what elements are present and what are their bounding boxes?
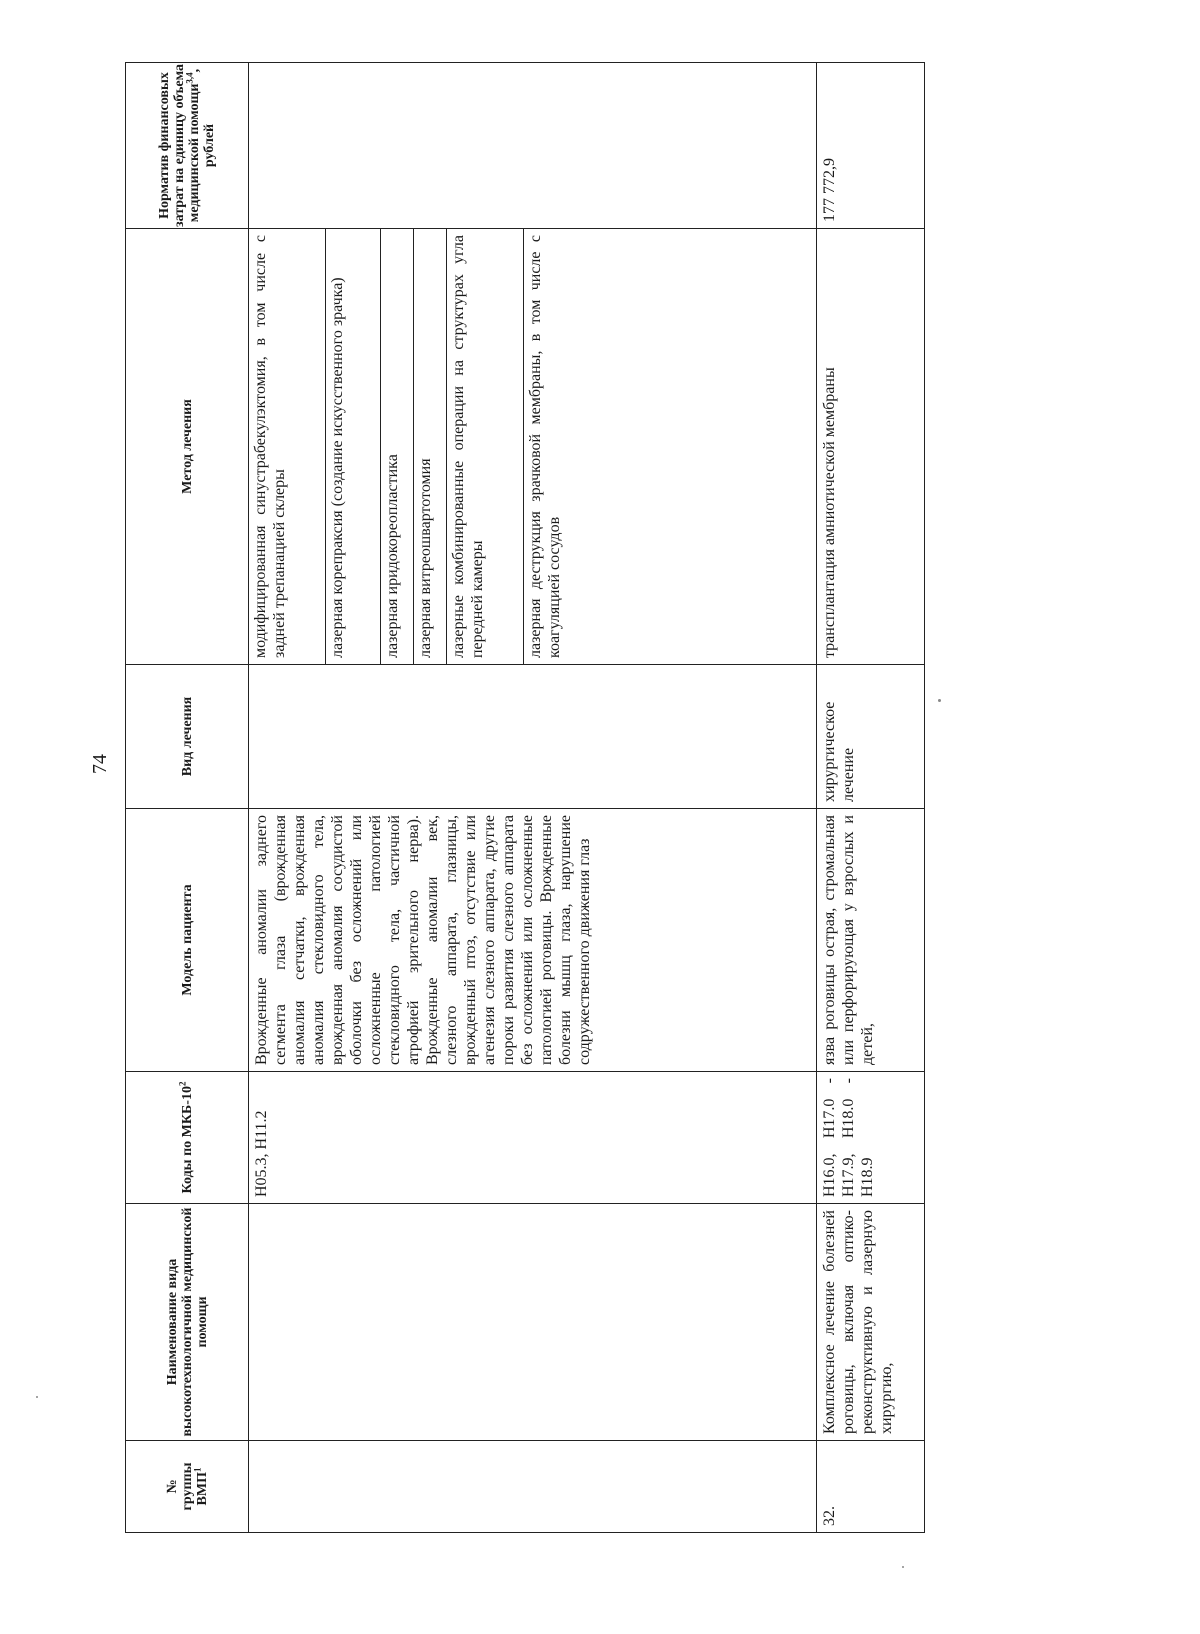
- header-norm: Норматив финансовых затрат на единицу объема медицинской помощи$^{3,4}$, рублей: [126, 63, 249, 229]
- cell-method: трансплантация амниотической мембраны: [817, 229, 925, 665]
- cell-name: Комплексное лечение болезней роговицы, включая оптико-реконструктивную и лазерную хирургию,: [817, 1204, 925, 1441]
- page-number: 74: [89, 754, 111, 774]
- cell-norm: 177 772,9: [817, 63, 925, 229]
- cell-methods: [249, 229, 817, 665]
- method-item: лазерная витреошвартотомия: [414, 229, 447, 664]
- cell-name: [249, 1204, 817, 1441]
- method-item: модифицированная синустрабекулэктомия, в том числе с задней трепанацией склеры: [249, 229, 326, 664]
- cell-norm: [249, 63, 817, 229]
- scan-speck: [902, 1566, 904, 1568]
- table-row: [817, 63, 925, 1533]
- cell-codes: H16.0, H17.0 - H17.9, H18.0 - H18.9: [817, 1072, 925, 1204]
- header-codes: Коды по МКБ-$10^2$: [126, 1072, 249, 1204]
- cell-codes: H05.3, H11.2: [249, 1072, 817, 1204]
- header-model: Модель пациента: [126, 809, 249, 1072]
- header-row: [126, 63, 249, 1533]
- header-group: № группы ВМП$^1$: [126, 1441, 249, 1533]
- scan-speck: [36, 1396, 38, 1398]
- table-row: [249, 63, 817, 1533]
- cell-kind: хирургическое лечение: [817, 665, 925, 809]
- vmp-table: [125, 62, 925, 1533]
- cell-kind: [249, 665, 817, 809]
- cell-model: язва роговицы острая, стромальная или перфорирующая у взрослых и детей,: [817, 809, 925, 1072]
- method-item: лазерная корепраксия (создание искусственного зрачка): [326, 229, 381, 664]
- rotated-table-container: [125, 63, 925, 1533]
- cell-group: 32.: [817, 1441, 925, 1533]
- method-item: лазерная деструкция зрачковой мембраны, в том числе с коагуляцией сосудов: [527, 235, 563, 658]
- scan-speck: [938, 699, 941, 702]
- header-kind: Вид лечения: [126, 665, 249, 809]
- cell-model: Врожденные аномалии заднего сегмента глаза (врожденная аномалия сетчатки, врожденная аномалия стекловидного тела, врожденная аномалия сосудистой оболочки без осложнений или осложненные патологией стекловидного тела, частичной атрофией зрительного нерва). Врожденные аномалии век, слезного аппарата, глазницы, врожденный птоз, отсутствие или агенезия слезного аппарата, другие пороки развития слезного аппарата без осложнений или осложненные патологией роговицы. Врожденные болезни мышц глаза, нарушение содружественного движения глаз: [249, 809, 817, 1072]
- method-item: лазерная иридокореопластика: [381, 229, 414, 664]
- header-name: Наименование вида высокотехнологичной медицинской помощи: [126, 1204, 249, 1441]
- header-method: Метод лечения: [126, 229, 249, 665]
- method-item: лазерные комбинированные операции на структурах угла передней камеры: [447, 229, 524, 664]
- cell-group: [249, 1441, 817, 1533]
